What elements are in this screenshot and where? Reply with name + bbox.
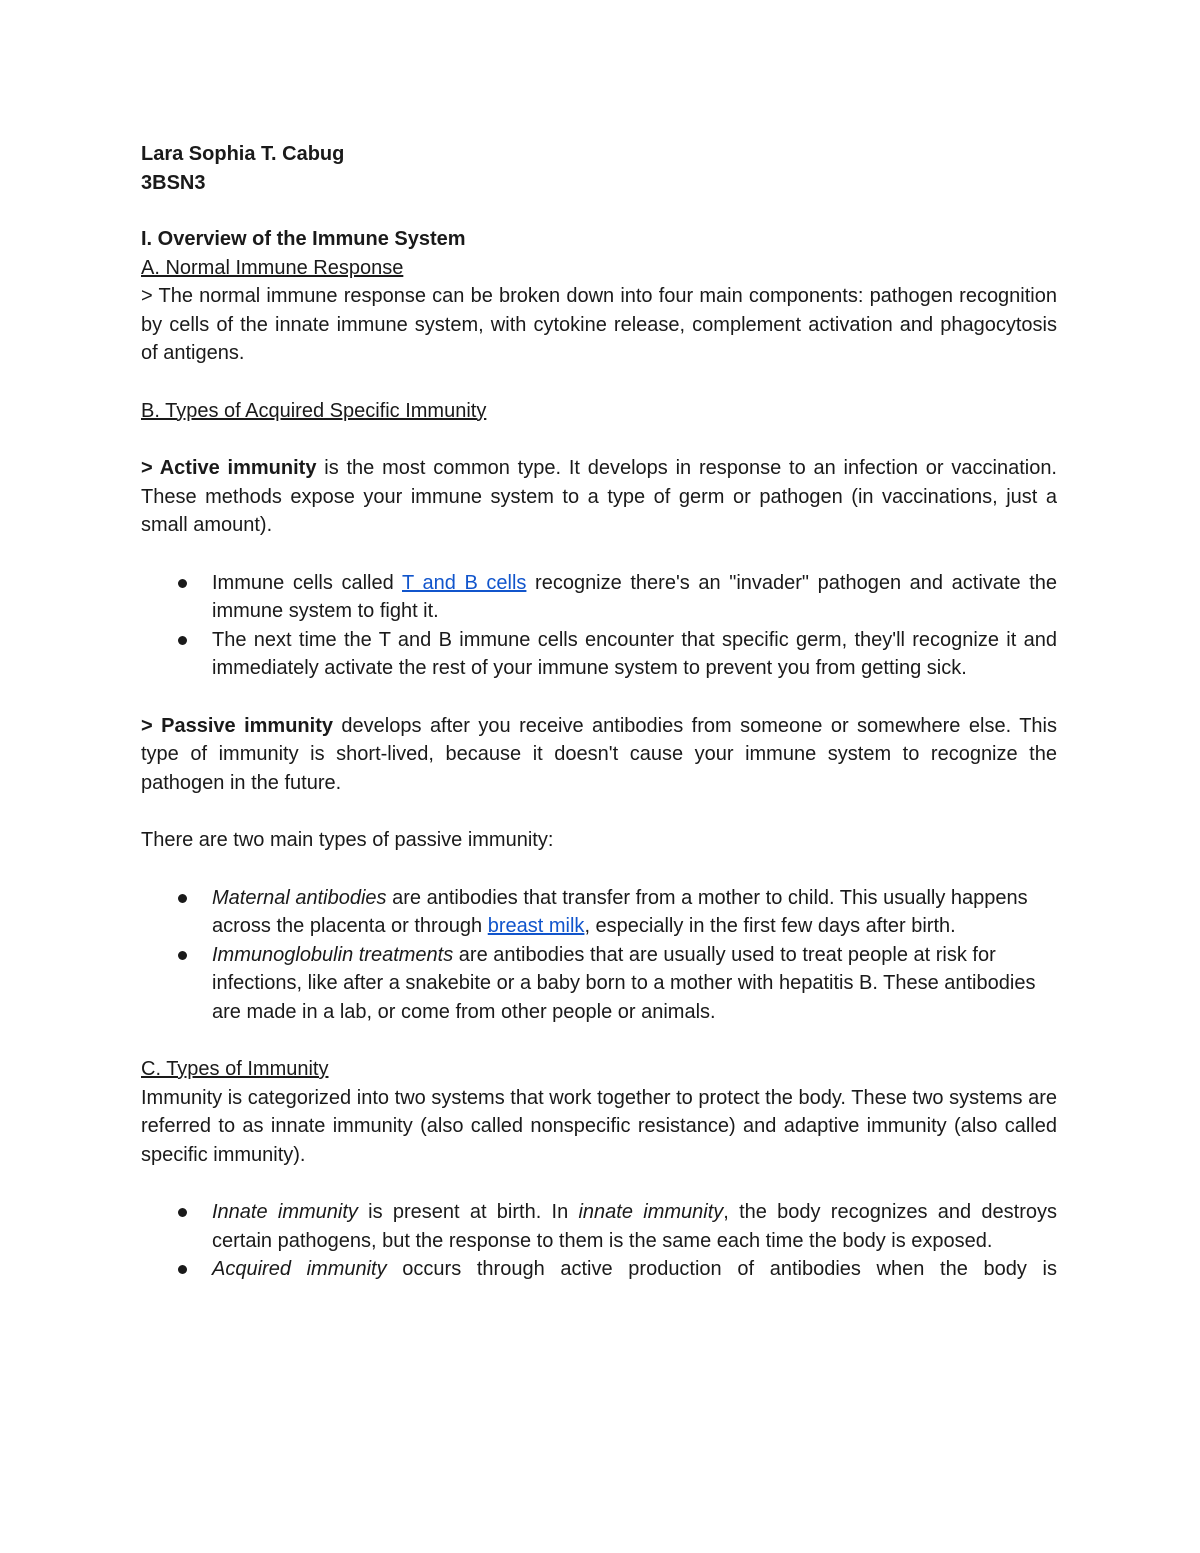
subsection-a-body: > The normal immune response can be broken down into four main components: pathogen recognition by cells of the innate immune system, with cytokine release, complement activation and phagocytosis of antigens. xyxy=(141,285,1057,364)
immunity-types-list xyxy=(141,1198,1057,1284)
subsection-b-title: B. Types of Acquired Specific Immunity xyxy=(141,399,487,422)
author-name: Lara Sophia T. Cabug xyxy=(141,143,345,165)
passive-immunity-intro: There are two main types of passive immunity: xyxy=(141,829,554,851)
passive-immunity-list xyxy=(141,884,1057,1027)
section-title: I. Overview of the Immune System xyxy=(141,228,466,250)
passive-immunity-body: develops after you receive antibodies from someone or somewhere else. This type of immunity is short-lived, because it doesn't cause your immune system to recognize the pathogen in the future. xyxy=(141,714,1057,794)
bullet-icon xyxy=(178,1265,187,1274)
active-immunity-body: is the most common type. It develops in response to an infection or vaccination. These methods expose your immune system to a type of germ or pathogen (in vaccinations, just a small amount). xyxy=(141,457,1057,536)
list-item: Immune cells called T and B cells recognize there's an "invader" pathogen and activate the immune system to fight it. xyxy=(141,569,1057,626)
list-item: Immunoglobulin treatments are antibodies that are usually used to treat people at risk for infections, like after a snakebite or a baby born to a mother with hepatitis B. These antibodies are made in a lab, or come from other people or animals. xyxy=(141,941,1057,1027)
list-item: Acquired immunity occurs through active production of antibodies when the body is xyxy=(141,1255,1057,1284)
bullet-icon xyxy=(178,1208,187,1217)
list-item: The next time the T and B immune cells encounter that specific germ, they'll recognize it and immediately activate the rest of your immune system to prevent you from getting sick. xyxy=(141,626,1057,683)
passive-immunity-term: > Passive immunity xyxy=(141,714,333,737)
active-immunity-term: > Active immunity xyxy=(141,457,317,479)
subsection-c-title: C. Types of Immunity xyxy=(141,1058,329,1080)
passive-immunity-paragraph xyxy=(141,712,1057,798)
bullet-icon xyxy=(178,579,187,588)
list-item: Innate immunity is present at birth. In innate immunity, the body recognizes and destroys certain pathogens, but the response to them is the same each time the body is exposed. xyxy=(141,1198,1057,1255)
subsection-c-body: Immunity is categorized into two systems that work together to protect the body. These two systems are referred to as innate immunity (also called nonspecific resistance) and adaptive immunity (also called specific immunity). xyxy=(141,1086,1057,1166)
document-page xyxy=(141,140,1057,1284)
t-and-b-cells-link[interactable]: T and B cells xyxy=(402,571,527,594)
bullet-icon xyxy=(178,951,187,960)
subsection-a-title: A. Normal Immune Response xyxy=(141,256,404,279)
list-item: Maternal antibodies are antibodies that transfer from a mother to child. This usually happens across the placenta or through breast milk, especially in the first few days after birth. xyxy=(141,884,1057,941)
bullet-icon xyxy=(178,636,187,645)
breast-milk-link[interactable]: breast milk xyxy=(487,915,585,937)
author-section: 3BSN3 xyxy=(141,171,206,194)
active-immunity-list xyxy=(141,569,1057,683)
bullet-icon xyxy=(178,894,187,903)
active-immunity-paragraph xyxy=(141,454,1057,540)
